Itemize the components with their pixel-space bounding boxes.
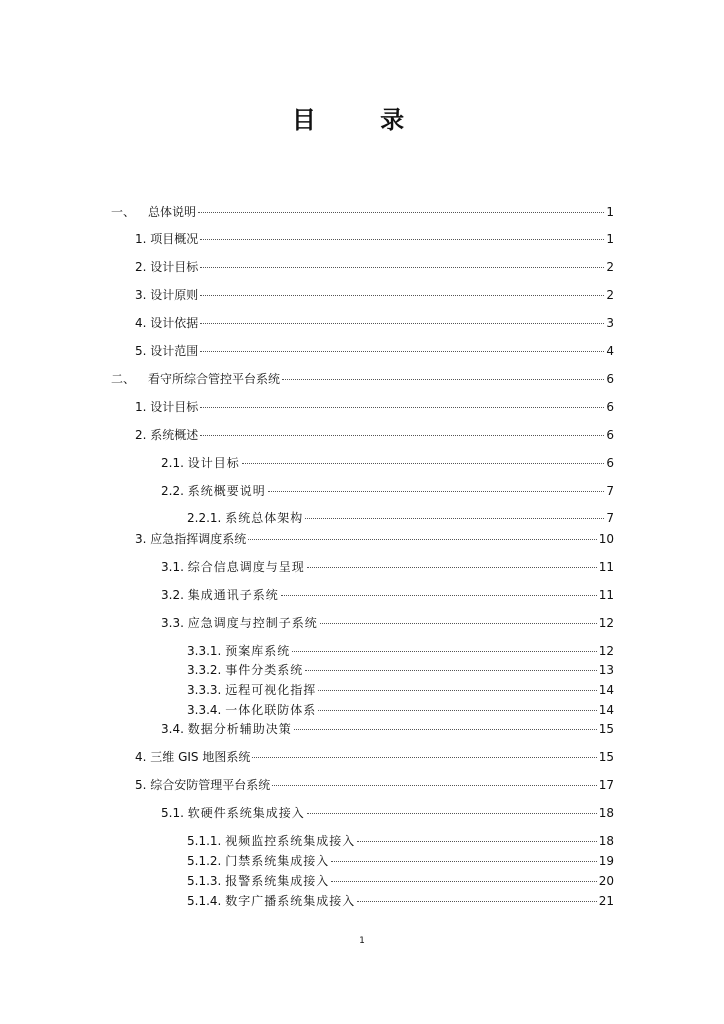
- toc-entry-number: 5.1.2.: [187, 854, 222, 868]
- toc-entry[interactable]: [111, 204, 614, 220]
- toc-entry-page-number: 15: [598, 750, 614, 764]
- dot-leader: [252, 757, 596, 758]
- toc-entry-text: 远程可视化指挥: [225, 683, 317, 697]
- toc-entry-number: 二、: [111, 372, 136, 386]
- toc-entry-page-number: 11: [598, 560, 614, 574]
- toc-entry-number: 3.3.3.: [187, 683, 222, 697]
- toc-entry[interactable]: [187, 682, 614, 698]
- toc-entry[interactable]: [187, 662, 614, 678]
- toc-entry-text: 设计目标: [150, 400, 199, 414]
- toc-entry-page-number: 2: [606, 260, 614, 274]
- toc-entry-number: 1.: [135, 400, 147, 414]
- toc-entry-text: 一体化联防体系: [225, 703, 317, 717]
- toc-entry-page-number: 6: [606, 372, 614, 386]
- toc-entry-text: 报警系统集成接入: [225, 874, 330, 888]
- dot-leader: [272, 785, 596, 786]
- dot-leader: [200, 267, 604, 268]
- toc-entry[interactable]: [187, 643, 614, 659]
- toc-entry-page-number: 13: [598, 663, 614, 677]
- dot-leader: [198, 212, 604, 213]
- toc-entry[interactable]: [161, 483, 614, 499]
- toc-entry[interactable]: [187, 873, 614, 889]
- toc-entry[interactable]: [135, 231, 614, 247]
- toc-entry[interactable]: [161, 721, 614, 737]
- dot-leader: [200, 407, 604, 408]
- toc-entry[interactable]: [161, 587, 614, 603]
- toc-entry[interactable]: [135, 259, 614, 275]
- dot-leader: [200, 323, 604, 324]
- toc-entry-number: 5.1.4.: [187, 894, 222, 908]
- dot-leader: [281, 595, 597, 596]
- toc-entry-number: 1.: [135, 232, 147, 246]
- dot-leader: [331, 881, 597, 882]
- toc-entry-page-number: 11: [598, 588, 614, 602]
- toc-entry-page-number: 12: [598, 616, 614, 630]
- page-number: 1: [359, 936, 365, 946]
- toc-entry-text: 应急指挥调度系统: [150, 532, 247, 546]
- toc-entry-number: 5.1.1.: [187, 834, 222, 848]
- dot-leader: [357, 841, 597, 842]
- toc-entry-number: 3.3.4.: [187, 703, 222, 717]
- toc-entry-text: 设计目标: [150, 260, 199, 274]
- toc-entry[interactable]: [187, 833, 614, 849]
- toc-entry-text: 系统概要说明: [187, 484, 266, 498]
- toc-entry[interactable]: [135, 399, 614, 415]
- toc-entry-number: 一、: [111, 205, 136, 219]
- dot-leader: [282, 379, 604, 380]
- toc-entry-text: 应急调度与控制子系统: [187, 616, 318, 630]
- toc-entry[interactable]: [161, 559, 614, 575]
- toc-entry[interactable]: [135, 343, 614, 359]
- toc-entry-number: 5.1.: [161, 806, 184, 820]
- toc-entry-number: 2.1.: [161, 456, 184, 470]
- toc-entry-text: 数字广播系统集成接入: [225, 894, 356, 908]
- toc-entry-page-number: 15: [598, 722, 614, 736]
- toc-entry-page-number: 6: [606, 456, 614, 470]
- toc-entry-text: 综合安防管理平台系统: [150, 778, 271, 792]
- toc-entry-text: 三维 GIS 地图系统: [150, 750, 251, 764]
- dot-leader: [307, 567, 597, 568]
- dot-leader: [242, 463, 605, 464]
- toc-entry-page-number: 6: [606, 400, 614, 414]
- toc-entry[interactable]: [135, 287, 614, 303]
- dot-leader: [200, 295, 604, 296]
- dot-leader: [268, 491, 605, 492]
- toc-entry[interactable]: [135, 777, 614, 793]
- toc-entry-text: 门禁系统集成接入: [225, 854, 330, 868]
- toc-entry-number: 4.: [135, 316, 147, 330]
- toc-entry-number: 3.2.: [161, 588, 184, 602]
- dot-leader: [200, 239, 604, 240]
- toc-entry[interactable]: [161, 455, 614, 471]
- toc-entry[interactable]: [161, 615, 614, 631]
- toc-entry-text: 系统总体架构: [225, 511, 304, 525]
- toc-entry-text: 项目概况: [150, 232, 199, 246]
- dot-leader: [292, 651, 597, 652]
- toc-entry-text: 预案库系统: [225, 644, 291, 658]
- toc-entry-page-number: 14: [598, 703, 614, 717]
- toc-entry-number: 2.2.: [161, 484, 184, 498]
- dot-leader: [294, 729, 597, 730]
- toc-entry-page-number: 2: [606, 288, 614, 302]
- toc-entry-text: 设计依据: [150, 316, 199, 330]
- dot-leader: [200, 435, 604, 436]
- toc-entry-page-number: 7: [606, 511, 614, 525]
- toc-entry-text: 设计原则: [150, 288, 199, 302]
- toc-entry[interactable]: [135, 749, 614, 765]
- toc-entry[interactable]: [135, 427, 614, 443]
- toc-entry-number: 3.3.1.: [187, 644, 222, 658]
- toc-entry-text: 综合信息调度与呈现: [187, 560, 305, 574]
- toc-entry-text: 总体说明: [148, 205, 197, 219]
- toc-entry-text: 软硬件系统集成接入: [187, 806, 305, 820]
- toc-entry[interactable]: [187, 853, 614, 869]
- toc-entry-page-number: 4: [606, 344, 614, 358]
- toc-entry-number: 4.: [135, 750, 147, 764]
- toc-entry[interactable]: [187, 510, 614, 526]
- toc-entry-number: 2.: [135, 428, 147, 442]
- dot-leader: [305, 518, 604, 519]
- toc-entry-text: 集成通讯子系统: [187, 588, 279, 602]
- toc-entry-page-number: 1: [606, 205, 614, 219]
- dot-leader: [357, 901, 597, 902]
- toc-entry-number: 3.3.2.: [187, 663, 222, 677]
- dot-leader: [318, 690, 597, 691]
- toc-entry-text: 系统概述: [150, 428, 199, 442]
- toc-entry-number: 3.: [135, 532, 147, 546]
- toc-title: 目 录: [291, 106, 433, 134]
- toc-entry-page-number: 7: [606, 484, 614, 498]
- toc-entry-page-number: 14: [598, 683, 614, 697]
- dot-leader: [248, 539, 596, 540]
- toc-entry-number: 3.: [135, 288, 147, 302]
- toc-entry[interactable]: [111, 371, 614, 387]
- toc-entry-number: 2.: [135, 260, 147, 274]
- dot-leader: [318, 710, 597, 711]
- toc-entry-text: 视频监控系统集成接入: [225, 834, 356, 848]
- toc-entry[interactable]: [135, 315, 614, 331]
- toc-entry-page-number: 6: [606, 428, 614, 442]
- toc-entry-page-number: 10: [598, 532, 614, 546]
- toc-entry-text: 数据分析辅助决策: [187, 722, 292, 736]
- toc-entry-text: 看守所综合管控平台系统: [148, 372, 281, 386]
- toc-entry[interactable]: [187, 702, 614, 718]
- toc-entry-number: 2.2.1.: [187, 511, 222, 525]
- dot-leader: [307, 813, 597, 814]
- toc-entry-number: 5.: [135, 344, 147, 358]
- toc-entry-page-number: 21: [598, 894, 614, 908]
- dot-leader: [200, 351, 604, 352]
- toc-entry-number: 3.1.: [161, 560, 184, 574]
- toc-entry-number: 5.: [135, 778, 147, 792]
- toc-entry-page-number: 12: [598, 644, 614, 658]
- toc-entry-page-number: 1: [606, 232, 614, 246]
- dot-leader: [305, 670, 597, 671]
- toc-entry[interactable]: [187, 893, 614, 909]
- toc-entry-number: 3.4.: [161, 722, 184, 736]
- toc-entry-page-number: 18: [598, 806, 614, 820]
- toc-entry-page-number: 18: [598, 834, 614, 848]
- toc-entry-text: 事件分类系统: [225, 663, 304, 677]
- toc-entry-text: 设计范围: [150, 344, 199, 358]
- toc-entry-page-number: 19: [598, 854, 614, 868]
- toc-entry[interactable]: [161, 805, 614, 821]
- dot-leader: [320, 623, 597, 624]
- dot-leader: [331, 861, 597, 862]
- toc-entry-page-number: 20: [598, 874, 614, 888]
- toc-entry-page-number: 3: [606, 316, 614, 330]
- toc-entry-number: 5.1.3.: [187, 874, 222, 888]
- toc-entry-page-number: 17: [598, 778, 614, 792]
- toc-entry[interactable]: [135, 531, 614, 547]
- toc-entry-text: 设计目标: [187, 456, 240, 470]
- toc-entry-number: 3.3.: [161, 616, 184, 630]
